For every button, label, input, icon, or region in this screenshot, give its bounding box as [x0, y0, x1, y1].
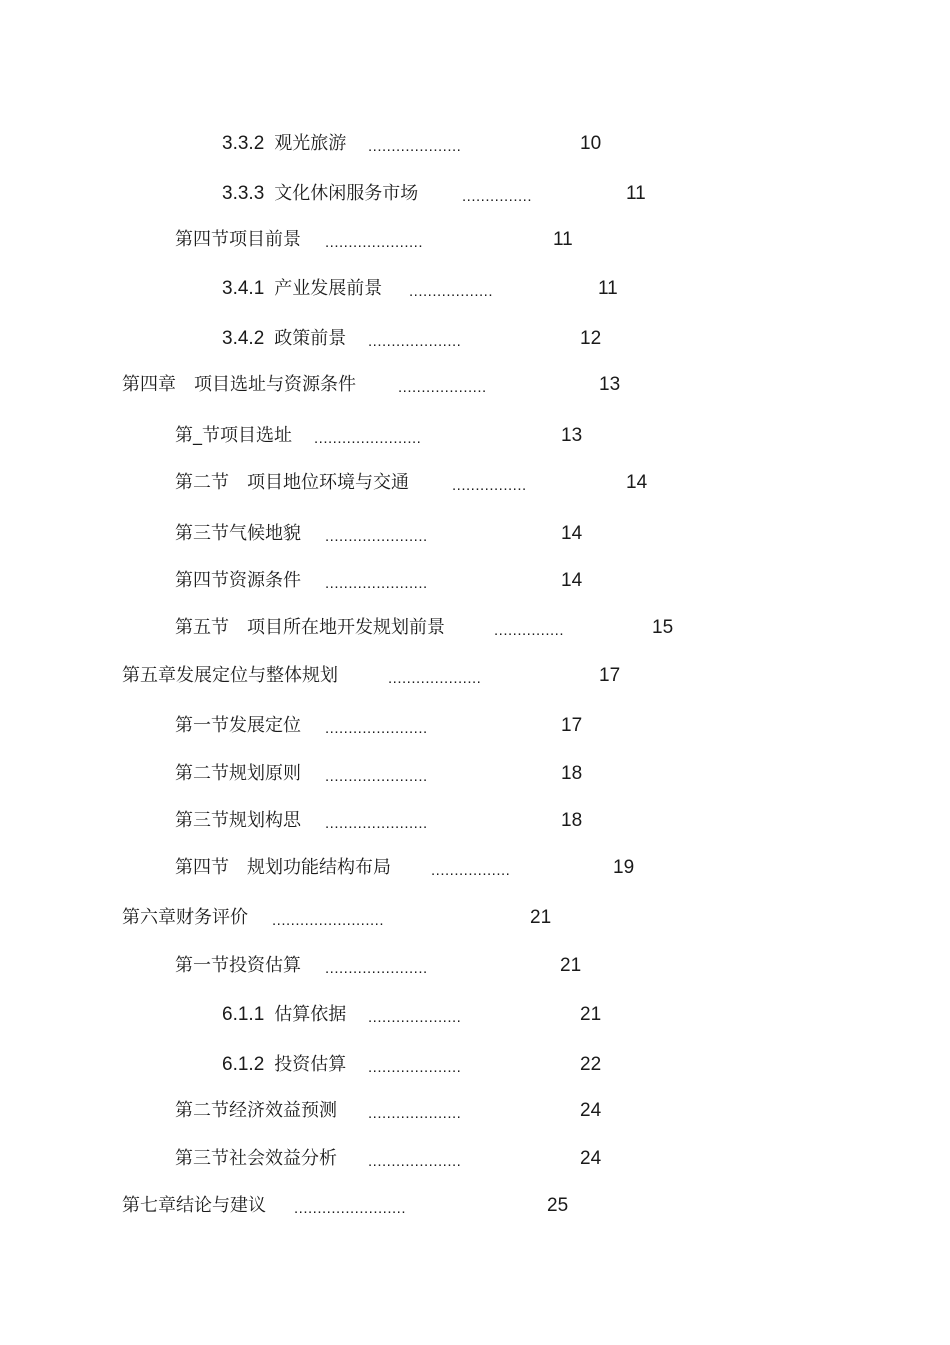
toc-entry-section-2-economic[interactable]	[175, 1097, 337, 1125]
toc-page-number: 11	[598, 278, 618, 299]
toc-entry-section-3-social[interactable]	[175, 1145, 337, 1173]
toc-page-number: 24	[580, 1148, 602, 1169]
toc-leader-dots: ....................	[368, 333, 462, 350]
toc-page-number: 25	[547, 1195, 569, 1216]
toc-entry-label: 第_节项目选址	[175, 425, 292, 446]
toc-leader-dots: ......................	[325, 720, 428, 737]
toc-entry-number: 6.1.2	[222, 1054, 265, 1075]
toc-entry-label: 第四节 规划功能结构布局	[175, 857, 391, 878]
toc-entry-number: 6.1.1	[222, 1004, 265, 1025]
toc-entry-section-3-concept[interactable]	[175, 807, 301, 835]
toc-leader-dots: ....................	[368, 1009, 462, 1026]
toc-entry-section-4-resources[interactable]	[175, 567, 301, 595]
toc-page-number: 13	[599, 374, 621, 395]
toc-entry-number: 3.4.2	[222, 328, 265, 349]
toc-entry-label: 第一节投资估算	[175, 955, 301, 976]
toc-entry-3-3-2[interactable]	[222, 130, 346, 158]
toc-page-number: 13	[561, 425, 583, 446]
toc-entry-label: 第二节 项目地位环境与交通	[175, 472, 409, 493]
toc-leader-dots: ....................	[368, 1059, 462, 1076]
toc-leader-dots: ........................	[294, 1200, 407, 1217]
toc-entry-3-4-1[interactable]	[222, 275, 382, 303]
toc-leader-dots: ..................	[409, 283, 494, 300]
toc-entry-label: 政策前景	[274, 328, 347, 349]
toc-entry-section-4-prospects[interactable]	[175, 226, 301, 254]
toc-leader-dots: ...............	[462, 188, 533, 205]
toc-entry-label: 第七章结论与建议	[122, 1195, 266, 1216]
toc-leader-dots: ......................	[325, 528, 428, 545]
toc-entry-6-1-1[interactable]	[222, 1001, 346, 1029]
toc-leader-dots: ...............	[494, 622, 565, 639]
toc-leader-dots: ....................	[388, 670, 482, 687]
toc-entry-section-1-site[interactable]	[175, 422, 292, 450]
toc-page-number: 17	[561, 715, 583, 736]
toc-page-number: 12	[580, 328, 602, 349]
toc-leader-dots: ......................	[325, 960, 428, 977]
toc-entry-section-1-positioning[interactable]	[175, 712, 301, 740]
toc-leader-dots: .................	[431, 862, 511, 879]
toc-entry-number: 3.3.2	[222, 133, 265, 154]
toc-entry-label: 第四章 项目选址与资源条件	[122, 374, 356, 395]
toc-entry-3-3-3[interactable]	[222, 180, 418, 208]
toc-page-number: 14	[626, 472, 648, 493]
toc-page-number: 18	[561, 810, 583, 831]
toc-leader-dots: .......................	[314, 430, 422, 447]
toc-entry-label: 第五章发展定位与整体规划	[122, 665, 338, 686]
toc-entry-label: 观光旅游	[274, 133, 347, 154]
toc-entry-number: 3.4.1	[222, 278, 265, 299]
toc-leader-dots: ....................	[368, 138, 462, 155]
toc-leader-dots: ....................	[368, 1105, 462, 1122]
toc-leader-dots: ......................	[325, 768, 428, 785]
toc-page-number: 15	[652, 617, 674, 638]
toc-leader-dots: ....................	[368, 1153, 462, 1170]
toc-page-number: 19	[613, 857, 635, 878]
toc-entry-number: 3.3.3	[222, 183, 265, 204]
toc-entry-label: 产业发展前景	[274, 278, 383, 299]
toc-page-number: 11	[553, 229, 573, 250]
toc-entry-label: 第五节 项目所在地开发规划前景	[175, 617, 445, 638]
toc-leader-dots: ...................	[398, 379, 487, 396]
toc-entry-label: 第四节项目前景	[175, 229, 301, 250]
toc-page-number: 14	[561, 523, 583, 544]
toc-page-number: 21	[530, 907, 552, 928]
toc-page-number: 14	[561, 570, 583, 591]
toc-entry-chapter-7[interactable]	[122, 1192, 266, 1220]
toc-entry-label: 第三节规划构思	[175, 810, 301, 831]
toc-entry-6-1-2[interactable]	[222, 1051, 346, 1079]
toc-page-number: 22	[580, 1054, 602, 1075]
toc-page-number: 24	[580, 1100, 602, 1121]
toc-leader-dots: ........................	[272, 912, 385, 929]
toc-entry-chapter-6[interactable]	[122, 904, 248, 932]
toc-entry-label: 文化休闲服务市场	[274, 183, 419, 204]
toc-entry-3-4-2[interactable]	[222, 325, 346, 353]
toc-entry-section-5-development[interactable]	[175, 614, 445, 642]
toc-page-number: 11	[626, 183, 646, 204]
toc-entry-label: 第一节发展定位	[175, 715, 301, 736]
toc-page-number: 10	[580, 133, 602, 154]
toc-entry-section-1-investment[interactable]	[175, 952, 301, 980]
toc-entry-label: 投资估算	[274, 1054, 347, 1075]
toc-leader-dots: ................	[452, 477, 527, 494]
toc-entry-label: 第三节气候地貌	[175, 523, 301, 544]
toc-page-number: 21	[560, 955, 582, 976]
toc-entry-chapter-5[interactable]	[122, 662, 338, 690]
toc-entry-section-2-principles[interactable]	[175, 760, 301, 788]
toc-entry-section-4-layout[interactable]	[175, 854, 391, 882]
toc-page-number: 21	[580, 1004, 602, 1025]
toc-page-number: 18	[561, 763, 583, 784]
toc-entry-label: 第六章财务评价	[122, 907, 248, 928]
toc-leader-dots: ......................	[325, 575, 428, 592]
toc-entry-label: 第二节经济效益预测	[175, 1100, 337, 1121]
toc-entry-label: 第二节规划原则	[175, 763, 301, 784]
toc-entry-section-2-environment[interactable]	[175, 469, 409, 497]
toc-entry-section-3-climate[interactable]	[175, 520, 301, 548]
toc-leader-dots: ......................	[325, 815, 428, 832]
toc-entry-label: 估算依据	[274, 1004, 347, 1025]
toc-entry-label: 第四节资源条件	[175, 570, 301, 591]
toc-leader-dots: .....................	[325, 234, 424, 251]
toc-page-number: 17	[599, 665, 621, 686]
toc-entry-chapter-4[interactable]	[122, 371, 356, 399]
toc-entry-label: 第三节社会效益分析	[175, 1148, 337, 1169]
